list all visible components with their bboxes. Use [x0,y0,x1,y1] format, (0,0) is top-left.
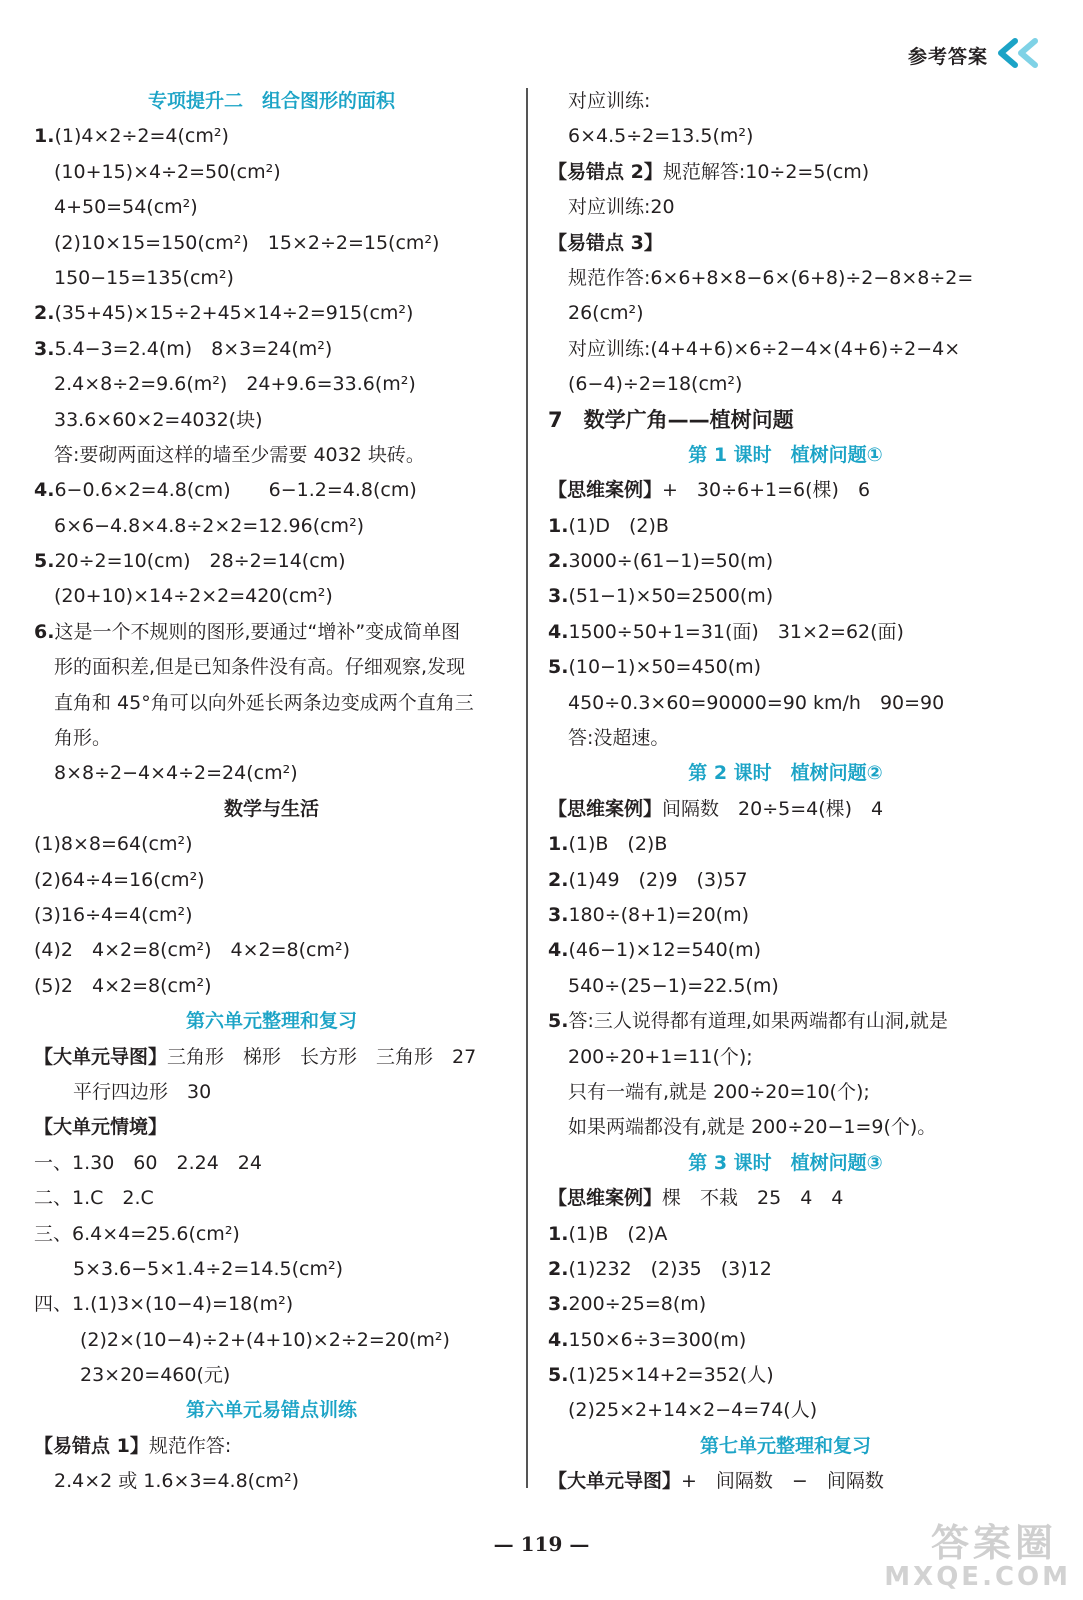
answer-text: (46−1)×12=540(m) [568,939,762,962]
answer-item [548,509,1023,544]
answer-line [34,756,509,791]
answer-text: 平行四边形 30 [54,1080,212,1103]
section-heading [548,438,1023,473]
item-number: 2. [548,868,569,891]
answer-item [34,1110,509,1145]
answer-line [548,1393,1023,1428]
answer-text: + 30÷6+1=6(棵) 6 [662,479,871,502]
answer-line [34,367,509,402]
answer-line [34,438,509,473]
answer-line [548,332,1023,367]
answer-item [34,615,509,650]
watermark-logo [885,1508,1075,1594]
item-number: 2. [34,302,55,325]
answer-text: 只有一端有,就是 200÷20=10(个); [568,1080,870,1103]
answer-line [34,721,509,756]
answer-text: 200÷20+1=11(个); [568,1045,753,1068]
section-heading [548,1146,1023,1181]
answer-line [34,579,509,614]
item-number: 【大单元导图】 [34,1045,168,1068]
answer-text: (2)2×(10−4)÷2+(4+10)×2÷2=20(m²) [80,1328,450,1351]
answer-item [548,1004,1023,1039]
answer-item [548,1464,1023,1499]
answer-text: 直角和 45°角可以向外延长两条边变成两个直角三 [54,691,474,714]
answer-text: 450÷0.3×60=90000=90 km/h 90=90 [568,691,945,714]
answer-text: 答:要砌两面这样的墙至少需要 4032 块砖。 [54,443,425,466]
item-number: 5. [34,550,55,573]
answer-item [548,1252,1023,1287]
item-number: 4. [34,479,55,502]
answer-text: (1)25×14+2=352(人) [568,1364,774,1387]
watermark-top: 答案圈 [930,1521,1057,1565]
answer-text: (1)232 (2)35 (3)12 [568,1257,772,1280]
watermark-bottom: MXQE.COM [884,1562,1071,1592]
answer-item [548,615,1023,650]
item-number: 【易错点 2】 [548,160,663,183]
item-number: 【思维案例】 [548,479,663,502]
answer-line [548,686,1023,721]
item-number: 【大单元情境】 [34,1116,168,1139]
section-title: 专项提升二 组合图形的面积 [147,90,395,112]
answer-item [34,1287,509,1322]
answer-text: 对应训练:20 [568,196,675,219]
answer-item [34,969,509,1004]
answer-text: (1)B (2)B [568,833,668,856]
answer-line [34,1464,509,1499]
answer-text: + 间隔数 − 间隔数 [681,1470,884,1493]
answer-item [548,155,1023,190]
answer-text: (2)25×2+14×2−4=74(人) [568,1399,818,1422]
section-heading [548,1429,1023,1464]
answer-text: (1)D (2)B [568,514,669,537]
answer-line [34,650,509,685]
answer-item [548,226,1023,261]
answer-text: 一、1.30 60 2.24 24 [34,1151,262,1174]
answer-text: 形的面积差,但是已知条件没有高。仔细观察,发现 [54,656,466,679]
answer-text: 26(cm²) [568,302,644,325]
answer-item [34,1217,509,1252]
answer-text: (1)49 (2)9 (3)57 [568,868,748,891]
answer-item [548,827,1023,862]
answer-line [548,721,1023,756]
item-number: 【大单元导图】 [548,1470,682,1493]
answer-text: (5)2 4×2=8(cm²) [34,974,212,997]
answer-item [34,933,509,968]
answer-item [548,1287,1023,1322]
answer-item [34,898,509,933]
answer-text: 对应训练:(4+4+6)×6÷2−4×(4+6)÷2−4× [568,337,961,360]
answer-text: (2)10×15=150(cm²) 15×2÷2=15(cm²) [54,231,440,254]
chapter-title: 7 数学广角——植树问题 [548,407,794,432]
answer-item [34,332,509,367]
answer-text: 540÷(25−1)=22.5(m) [568,974,779,997]
answer-line [34,1252,509,1287]
answer-text: 6×4.5÷2=13.5(m²) [568,125,754,148]
section-title: 第 1 课时 植树问题① [688,443,883,466]
page-number: — 119 — [493,1532,590,1556]
answer-text: 8×8÷2−4×4÷2=24(cm²) [54,762,298,785]
left-column [34,84,509,1500]
answer-text: 棵 不栽 25 4 4 [662,1187,844,1210]
answer-text: 规范作答: [148,1434,232,1457]
answer-line [548,190,1023,225]
answer-line [34,261,509,296]
item-number: 3. [548,903,569,926]
item-number: 5. [548,656,569,679]
answer-item [34,1040,509,1075]
item-number: 5. [548,1364,569,1387]
answer-line [548,84,1023,119]
answer-text: (6−4)÷2=18(cm²) [568,373,743,396]
answer-line [34,509,509,544]
answer-text: 对应训练: [568,90,651,112]
answer-text: (35+45)×15÷2+45×14÷2=915(cm²) [54,302,414,325]
answer-text: (2)64÷4=16(cm²) [34,868,205,891]
answer-item [34,1429,509,1464]
answer-line [548,1040,1023,1075]
answer-text: (1)4×2÷2=4(cm²) [54,125,229,148]
answer-item [548,863,1023,898]
answer-text: 答:没超速。 [568,727,670,750]
answer-line [34,226,509,261]
answer-line [548,969,1023,1004]
answer-text: 33.6×60×2=4032(块) [54,408,263,431]
item-number: 1. [548,1222,569,1245]
answer-line [34,1323,509,1358]
answer-text: 规范解答:10÷2=5(cm) [662,160,870,183]
answer-item [548,1217,1023,1252]
answer-item [34,119,509,154]
answer-item [548,579,1023,614]
item-number: 【思维案例】 [548,1187,663,1210]
right-column [548,84,1023,1500]
answer-item [34,1181,509,1216]
section-title: 第六单元易错点训练 [185,1399,357,1422]
answer-text: (10+15)×4÷2=50(cm²) [54,160,281,183]
answer-line [548,261,1023,296]
section-title: 第 3 课时 植树问题③ [688,1151,883,1174]
answer-item [34,827,509,862]
answer-text: (1)B (2)A [568,1222,668,1245]
item-number: 3. [548,1293,569,1316]
answer-line [34,155,509,190]
item-number: 3. [548,585,569,608]
section-heading [34,792,509,827]
answer-text: (10−1)×50=450(m) [568,656,762,679]
header-label: 参考答案 [907,46,988,68]
section-heading [34,84,509,119]
section-title: 第六单元整理和复习 [185,1010,357,1033]
answer-text: 2.4×8÷2=9.6(m²) 24+9.6=33.6(m²) [54,373,416,396]
item-number: 4. [548,1328,569,1351]
answer-line [34,1075,509,1110]
answer-text: 2.4×2 或 1.6×3=4.8(cm²) [54,1470,300,1493]
column-divider [526,88,528,1488]
answer-line [548,1075,1023,1110]
item-number: 5. [548,1010,569,1033]
answer-item [34,863,509,898]
answer-line [548,367,1023,402]
answer-item [548,1323,1023,1358]
answer-item [548,792,1023,827]
answer-item [548,1181,1023,1216]
section-title: 数学与生活 [223,797,319,820]
answer-line [548,119,1023,154]
double-chevron-icon [993,38,1045,72]
item-number: 6. [34,620,55,643]
answer-text: 答:三人说得都有道理,如果两端都有山洞,就是 [568,1010,948,1033]
item-number: 1. [548,514,569,537]
answer-text: 间隔数 20÷5=4(棵) 4 [662,797,884,820]
answer-text: 5×3.6−5×1.4÷2=14.5(cm²) [54,1257,343,1280]
answer-item [548,933,1023,968]
answer-line [548,296,1023,331]
answer-text: (51−1)×50=2500(m) [568,585,774,608]
chapter-heading [548,403,1023,438]
answer-text: 三、6.4×4=25.6(cm²) [34,1222,240,1245]
answer-line [548,1110,1023,1145]
answer-text: (1)8×8=64(cm²) [34,833,193,856]
answer-text: 6×6−4.8×4.8÷2×2=12.96(cm²) [54,514,365,537]
answer-item [548,544,1023,579]
answer-text: 二、1.C 2.C [34,1187,154,1210]
answer-text: 三角形 梯形 长方形 三角形 27 [167,1045,477,1068]
answer-text: (20+10)×14÷2×2=420(cm²) [54,585,333,608]
item-number: 【易错点 3】 [548,231,663,254]
item-number: 【思维案例】 [548,797,663,820]
section-heading [548,756,1023,791]
answer-text: 规范作答:6×6+8×8−6×(6+8)÷2−8×8÷2= [568,266,974,289]
section-title: 第 2 课时 植树问题② [688,762,883,785]
answer-text: 这是一个不规则的图形,要通过“增补”变成简单图 [54,620,461,643]
answer-text: 150−15=135(cm²) [54,266,234,289]
item-number: 1. [548,833,569,856]
answer-text: 如果两端都没有,就是 200÷20−1=9(个)。 [568,1116,937,1139]
answer-text: 150×6÷3=300(m) [568,1328,747,1351]
answer-line [34,403,509,438]
answer-item [548,650,1023,685]
answer-line [34,190,509,225]
answer-text: 4+50=54(cm²) [54,196,198,219]
answer-item [548,473,1023,508]
answer-text: 5.4−3=2.4(m) 8×3=24(m²) [54,337,333,360]
answer-text: 20÷2=10(cm) 28÷2=14(cm) [54,550,346,573]
answer-text: (4)2 4×2=8(cm²) 4×2=8(cm²) [34,939,351,962]
item-number: 1. [34,125,55,148]
answer-text: 1500÷50+1=31(面) 31×2=62(面) [568,620,904,643]
answer-line [34,686,509,721]
answer-text: 四、1.(1)3×(10−4)=18(m²) [34,1293,294,1316]
answer-item [34,544,509,579]
answer-text: 6−0.6×2=4.8(cm) 6−1.2=4.8(cm) [54,479,417,502]
item-number: 4. [548,939,569,962]
section-heading [34,1004,509,1039]
answer-text: 角形。 [54,727,112,750]
answer-line [34,1358,509,1393]
item-number: 4. [548,620,569,643]
item-number: 【易错点 1】 [34,1434,149,1457]
answer-item [34,473,509,508]
answer-item [548,898,1023,933]
answer-item [548,1358,1023,1393]
item-number: 2. [548,550,569,573]
answer-text: 200÷25=8(m) [568,1293,707,1316]
answer-item [34,1146,509,1181]
answer-text: (3)16÷4=4(cm²) [34,903,193,926]
section-heading [34,1393,509,1428]
section-title: 第七单元整理和复习 [699,1434,871,1457]
answer-item [34,296,509,331]
answer-text: 180÷(8+1)=20(m) [568,903,749,926]
item-number: 2. [548,1257,569,1280]
answer-text: 23×20=460(元) [80,1364,231,1387]
item-number: 3. [34,337,55,360]
answer-text: 3000÷(61−1)=50(m) [568,550,774,573]
